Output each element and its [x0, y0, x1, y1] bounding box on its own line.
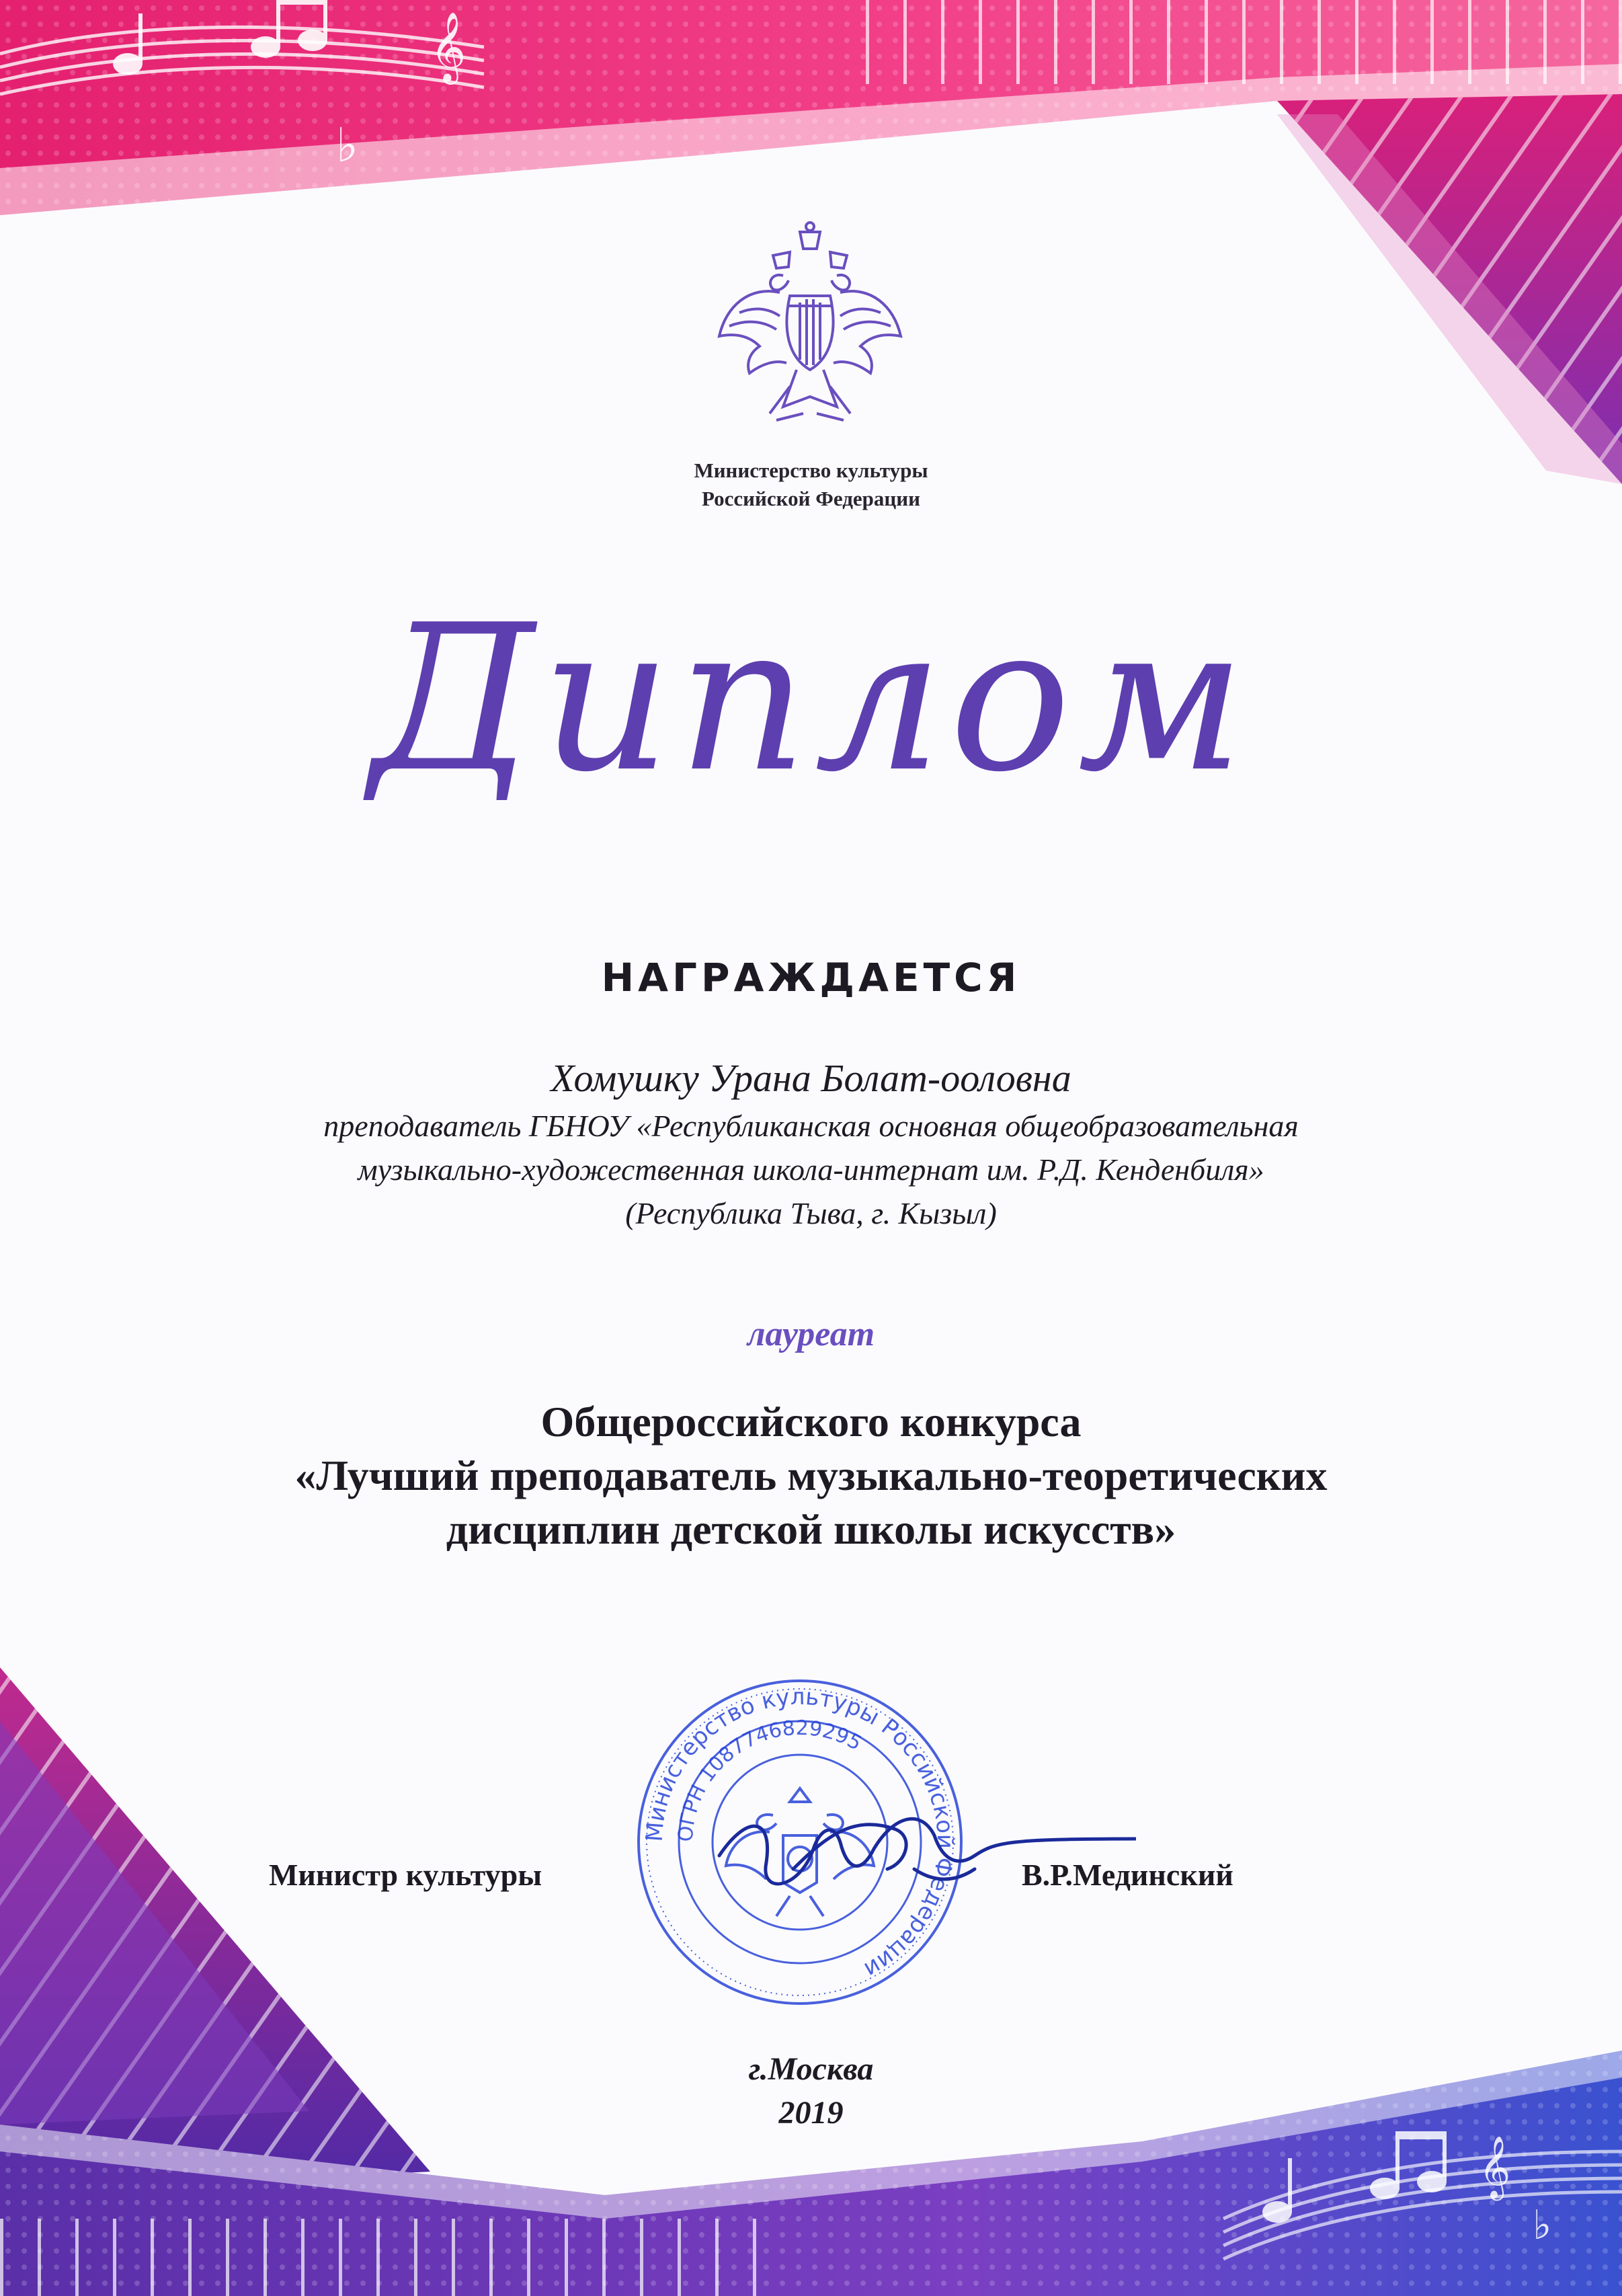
issue-year: 2019 — [778, 2095, 844, 2131]
double-headed-eagle-lyre-icon — [709, 219, 911, 434]
document-title: Диплом — [370, 582, 1252, 816]
contest-line1: Общероссийского конкурса — [540, 1398, 1082, 1446]
recipient-details-line2: музыкально-художественная школа-интернат им. Р.Д. Кенденбиля» — [358, 1152, 1264, 1187]
seal-outer-text: Министерство культуры Российской Федерации — [641, 1683, 959, 1983]
svg-text:♭: ♭ — [1533, 2202, 1552, 2249]
signer-name: В.Р.Мединский — [1022, 1858, 1233, 1892]
recipient-details-line3: (Республика Тыва, г. Кызыл) — [625, 1196, 997, 1230]
signer-position-label: Министр культуры — [269, 1858, 542, 1892]
svg-text:𝄞: 𝄞 — [430, 11, 467, 82]
ministry-name-line1: Министерство культуры — [694, 459, 928, 482]
svg-text:♭: ♭ — [336, 118, 359, 173]
awarded-heading: НАГРАЖДАЕТСЯ — [601, 955, 1021, 1000]
recipient-name: Хомушку Урана Болат-ооловна — [551, 1056, 1071, 1100]
seal-ogrn-text: ОГРН 1087746829295 — [674, 1716, 866, 1843]
handwritten-signature — [692, 1775, 1136, 1923]
svg-text:𝄞: 𝄞 — [1479, 2135, 1511, 2198]
contest-line3: дисциплин детской школы искусств» — [446, 1505, 1176, 1553]
issue-city: г.Москва — [748, 2051, 874, 2087]
contest-line2: «Лучший преподаватель музыкально-теоретических — [294, 1452, 1328, 1499]
recipient-details-line1: преподаватель ГБНОУ «Республиканская основная общеобразовательная — [323, 1109, 1299, 1143]
award-status: лауреат — [747, 1315, 875, 1353]
ministry-name-line2: Российской Федерации — [702, 487, 920, 510]
